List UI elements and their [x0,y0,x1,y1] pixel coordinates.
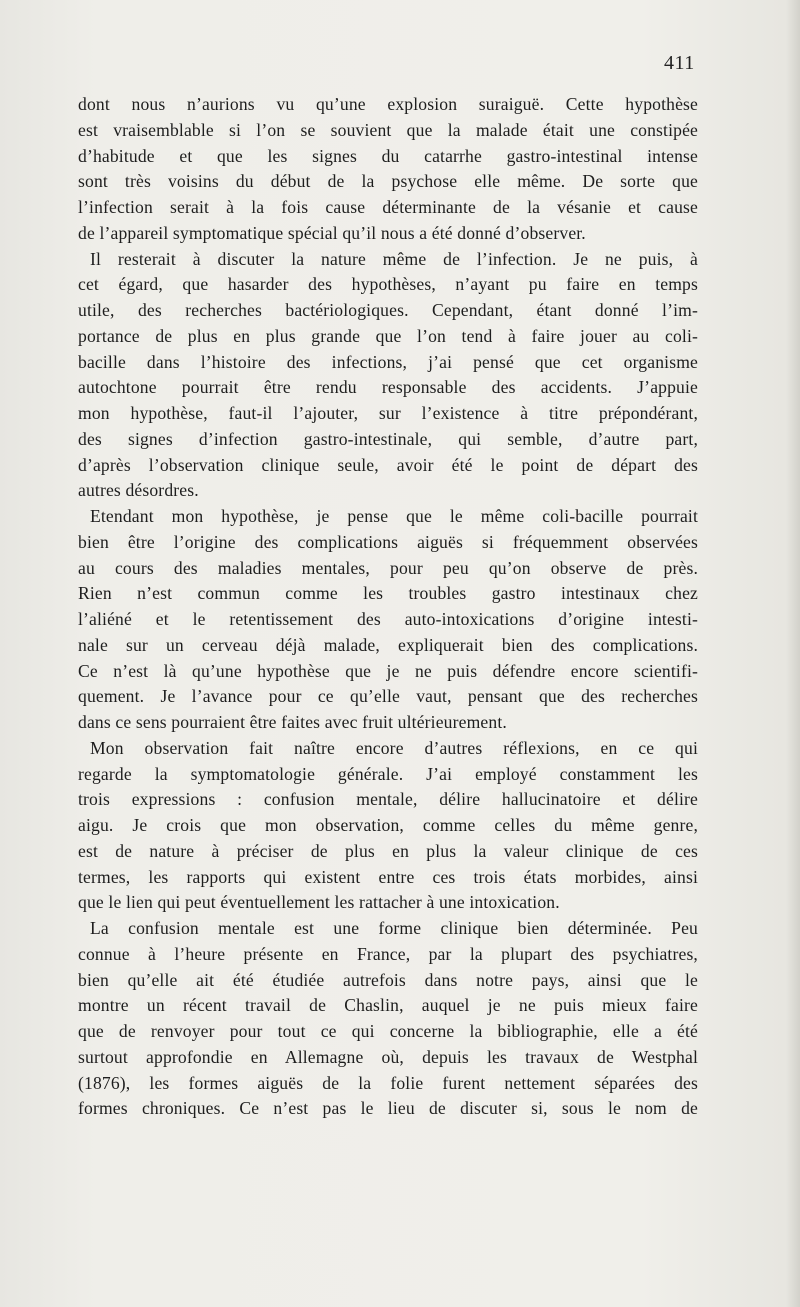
text-line: d’habitude et que les signes du catarrhe gastro-intestinal intense [78,145,698,166]
text-line: formes chroniques. Ce n’est pas le lieu de discuter si, sous le nom de [78,1098,698,1119]
text-line: utile, des recherches bactériologiques. Cependant, étant donné l’im- [78,300,698,320]
text-line: l’aliéné et le retentissement des auto-intoxications d’origine intesti- [78,609,698,629]
text-line: des signes d’infection gastro-intestinale, qui semble, d’autre part, [78,428,698,449]
text-line: Ce n’est là qu’une hypothèse que je ne puis défendre encore scientifi- [78,660,698,681]
text-line: au cours des maladies mentales, pour peu qu’on observe de près. [78,557,698,578]
text-line: bien être l’origine des complications aiguës si fréquemment observées [78,531,698,552]
text-line: l’infection serait à la fois cause déterminante de la vésanie et cause [78,197,698,217]
text-line: d’après l’observation clinique seule, avoir été le point de départ des [78,454,698,475]
text-line: portance de plus en plus grande que l’on tend à faire jouer au coli- [78,325,698,346]
text-line: dont nous n’aurions vu qu’une explosion suraiguë. Cette hypothèse [78,94,698,114]
text-line: La confusion mentale est une forme clinique bien déterminée. Peu [90,918,698,938]
text-line: regarde la symptomatologie générale. J’ai employé constamment les [78,763,698,784]
body-text [78,92,698,1122]
text-line: autres désordres. [78,480,199,501]
text-line: Il resterait à discuter la nature même de l’infection. Je ne puis, à [90,248,698,269]
text-line: que le lien qui peut éventuellement les rattacher à une intoxication. [78,892,560,913]
text-line: (1876), les formes aiguës de la folie furent nettement séparées des [78,1072,698,1093]
page-number: 411 [664,52,695,74]
page-edge-shadow [786,0,800,1307]
text-line: bacille dans l’histoire des infections, j’ai pensé que cet organisme [78,351,698,372]
text-line: autochtone pourrait être rendu responsable des accidents. J’appuie [78,377,698,398]
text-line: connue à l’heure présente en France, par la plupart des psychiatres, [78,943,698,964]
text-line: montre un récent travail de Chaslin, auquel je ne puis mieux faire [78,995,698,1016]
text-line: nale sur un cerveau déjà malade, expliquerait bien des complications. [78,634,698,655]
text-line: Etendant mon hypothèse, je pense que le même coli-bacille pourrait [90,506,698,526]
text-line: mon hypothèse, faut-il l’ajouter, sur l’existence à titre prépondérant, [78,403,698,423]
text-line: que de renvoyer pour tout ce qui concerne la bibliographie, elle a été [78,1021,698,1041]
text-line: quement. Je l’avance pour ce qu’elle vaut, pensant que des recherches [78,686,698,707]
text-line: surtout approfondie en Allemagne où, depuis les travaux de Westphal [78,1046,698,1067]
text-line: est vraisemblable si l’on se souvient que la malade était une constipée [78,119,698,140]
text-line: trois expressions : confusion mentale, délire hallucinatoire et délire [78,789,698,810]
text-line: termes, les rapports qui existent entre ces trois états morbides, ainsi [78,866,698,887]
text-line: dans ce sens pourraient être faites avec fruit ultérieurement. [78,712,507,732]
text-line: de l’appareil symptomatique spécial qu’il nous a été donné d’observer. [78,222,586,243]
text-line: aigu. Je crois que mon observation, comme celles du même genre, [78,815,698,835]
text-line: est de nature à préciser de plus en plus la valeur clinique de ces [78,840,698,861]
text-line: cet égard, que hasarder des hypothèses, n’ayant pu faire en temps [78,274,698,295]
text-line: Rien n’est commun comme les troubles gastro intestinaux chez [78,583,698,604]
text-line: Mon observation fait naître encore d’autres réflexions, en ce qui [90,737,698,758]
text-line: bien qu’elle ait été étudiée autrefois dans notre pays, ainsi que le [78,969,698,990]
text-line: sont très voisins du début de la psychose elle même. De sorte que [78,171,698,192]
